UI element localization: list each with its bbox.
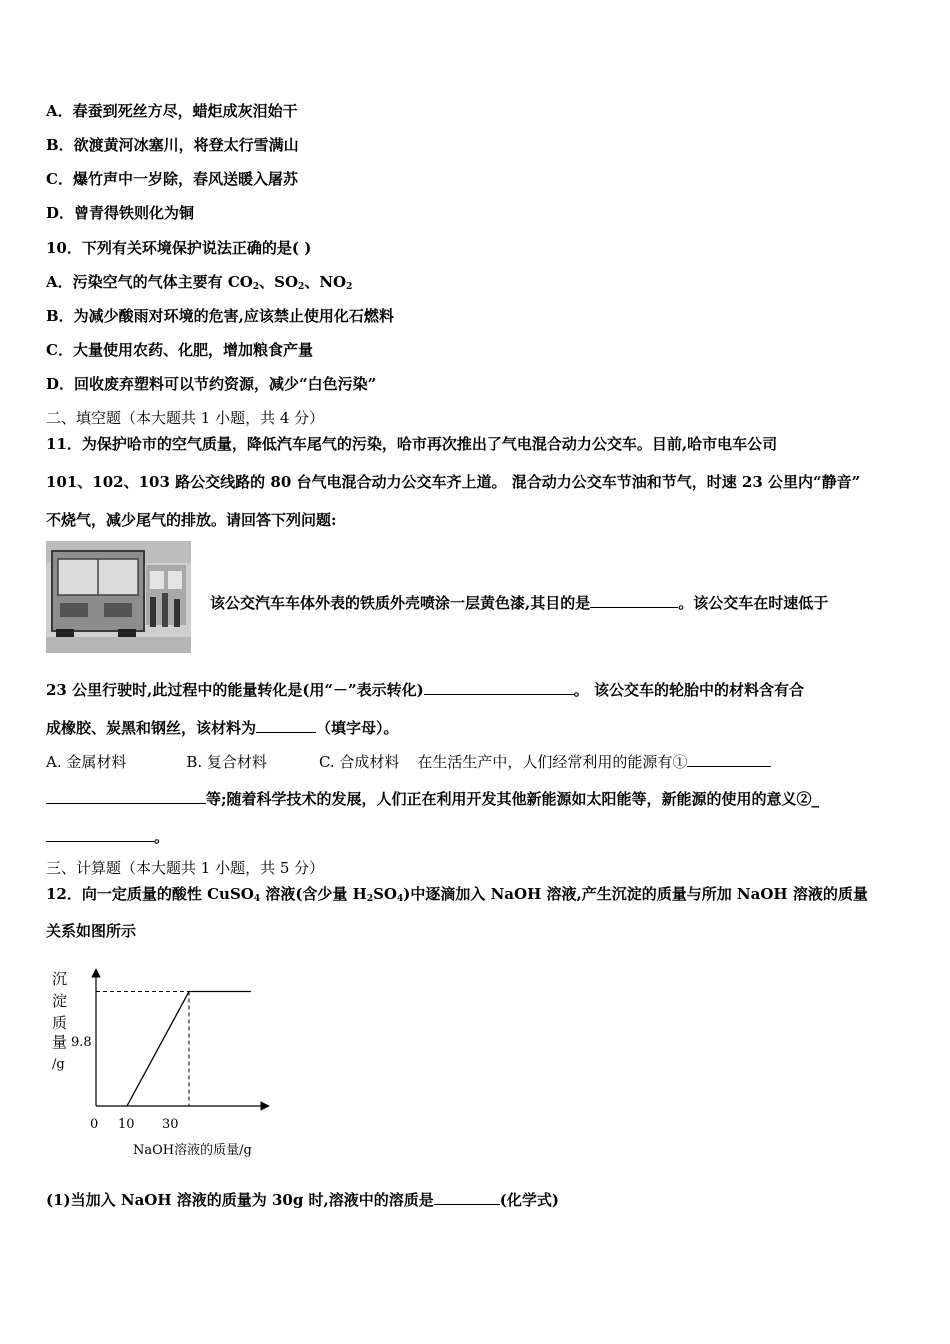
q9-option-a: A．春蚕到死丝方尽，蜡炬成灰泪始干	[46, 102, 298, 120]
bus-photo	[46, 541, 191, 653]
y-label-char-3: 质	[52, 1014, 68, 1032]
blank-energy-sources-cont[interactable]	[46, 788, 206, 804]
blank-new-energy-significance[interactable]	[46, 826, 154, 842]
blank-energy-conversion[interactable]	[424, 679, 574, 695]
q11-choice-b: B. 复合材料	[186, 753, 267, 771]
y-label-char-2: 淀	[52, 992, 68, 1010]
q11-line-5: 23 公里行驶时,此过程中的能量转化是(用“－”表示转化) 。 该公交车的轮胎中的材料含有合	[46, 681, 805, 699]
y-label-char-4: 量	[52, 1033, 68, 1051]
q11-choice-a: A. 金属材料	[46, 753, 127, 771]
q11-line-6: 成橡胶、炭黑和钢丝，该材料为 （填字母）。	[46, 719, 399, 737]
y-label-unit: /g	[52, 1057, 65, 1072]
q9-option-c: C．爆竹声中一岁除，春风送暖入屠苏	[46, 170, 298, 188]
section-heading-fill-in: 二、填空题（本大题共 1 小题，共 4 分）	[46, 409, 325, 427]
section-heading-calculation: 三、计算题（本大题共 1 小题，共 5 分）	[46, 859, 325, 877]
y-tick-label: 9.8	[71, 1035, 92, 1050]
blank-solute-formula[interactable]	[434, 1189, 500, 1205]
q11-choice-c: C. 合成材料	[318, 753, 400, 771]
q11-line-7: A. 金属材料 B. 复合材料 C. 合成材料 在生活生产中，人们经常利用的能源有①	[46, 751, 771, 772]
q11-line-2: 101、102、103 路公交线路的 80 台气电混合动力公交车齐上道。 混合动力公交车节油和节气，时速 23 公里内“静音”	[46, 473, 861, 491]
q12-sub-question-1: (1)当加入 NaOH 溶液的质量为 30g 时,溶液中的溶质是 (化学式)	[46, 1191, 559, 1209]
q11-line-1: 11．为保护哈市的空气质量，降低汽车尾气的污染，哈市再次推出了气电混合动力公交车。目前,哈市电车公司	[46, 435, 778, 453]
q10-option-c: C．大量使用农药、化肥，增加粮食产量	[46, 341, 313, 359]
y-label-char-1: 沉	[52, 970, 68, 988]
q11-line-3: 不烧气，减少尾气的排放。请回答下列问题:	[46, 511, 337, 529]
x-tick-label-30: 30	[162, 1117, 179, 1132]
blank-material-type[interactable]	[256, 717, 316, 733]
blank-paint-purpose[interactable]	[590, 592, 678, 608]
q11-line-4: 该公交汽车车体外表的铁质外壳喷涂一层黄色漆,其目的是 。该公交车在时速低于	[210, 594, 829, 612]
x-axis-label: NaOH溶液的质量/g	[133, 1143, 252, 1158]
q11-line-9: 。	[46, 826, 169, 847]
q10-option-d: D．回收废弃塑料可以节约资源，减少“白色污染”	[46, 375, 377, 393]
precipitate-chart	[46, 960, 286, 1160]
blank-energy-sources[interactable]	[687, 751, 771, 767]
q12-line-1: 12．向一定质量的酸性 CuSO$_4$ 溶液(含少量 $H_2SO_4$)中逐滴加入 NaOH 溶液,产生沉淀的质量与所加 NaOH 溶液的质量	[46, 885, 868, 904]
x-tick-label-0: 0	[90, 1117, 99, 1132]
q11-line-8: 等;随着科学技术的发展，人们正在利用开发其他新能源如太阳能等，新能源的使用的意义②_	[46, 788, 819, 809]
q10-stem: 10．下列有关环境保护说法正确的是( )	[46, 239, 312, 257]
q12-line-2: 关系如图所示	[46, 922, 137, 940]
x-tick-label-10: 10	[118, 1117, 135, 1132]
q10-option-a: A．污染空气的气体主要有 $CO_2$、$SO_2$、$NO_2$	[46, 273, 353, 292]
q9-option-b: B．欲渡黄河冰塞川，将登太行雪满山	[46, 136, 299, 154]
q10-option-b: B．为减少酸雨对环境的危害,应该禁止使用化石燃料	[46, 307, 394, 325]
q9-option-d: D．曾青得铁则化为铜	[46, 204, 195, 222]
